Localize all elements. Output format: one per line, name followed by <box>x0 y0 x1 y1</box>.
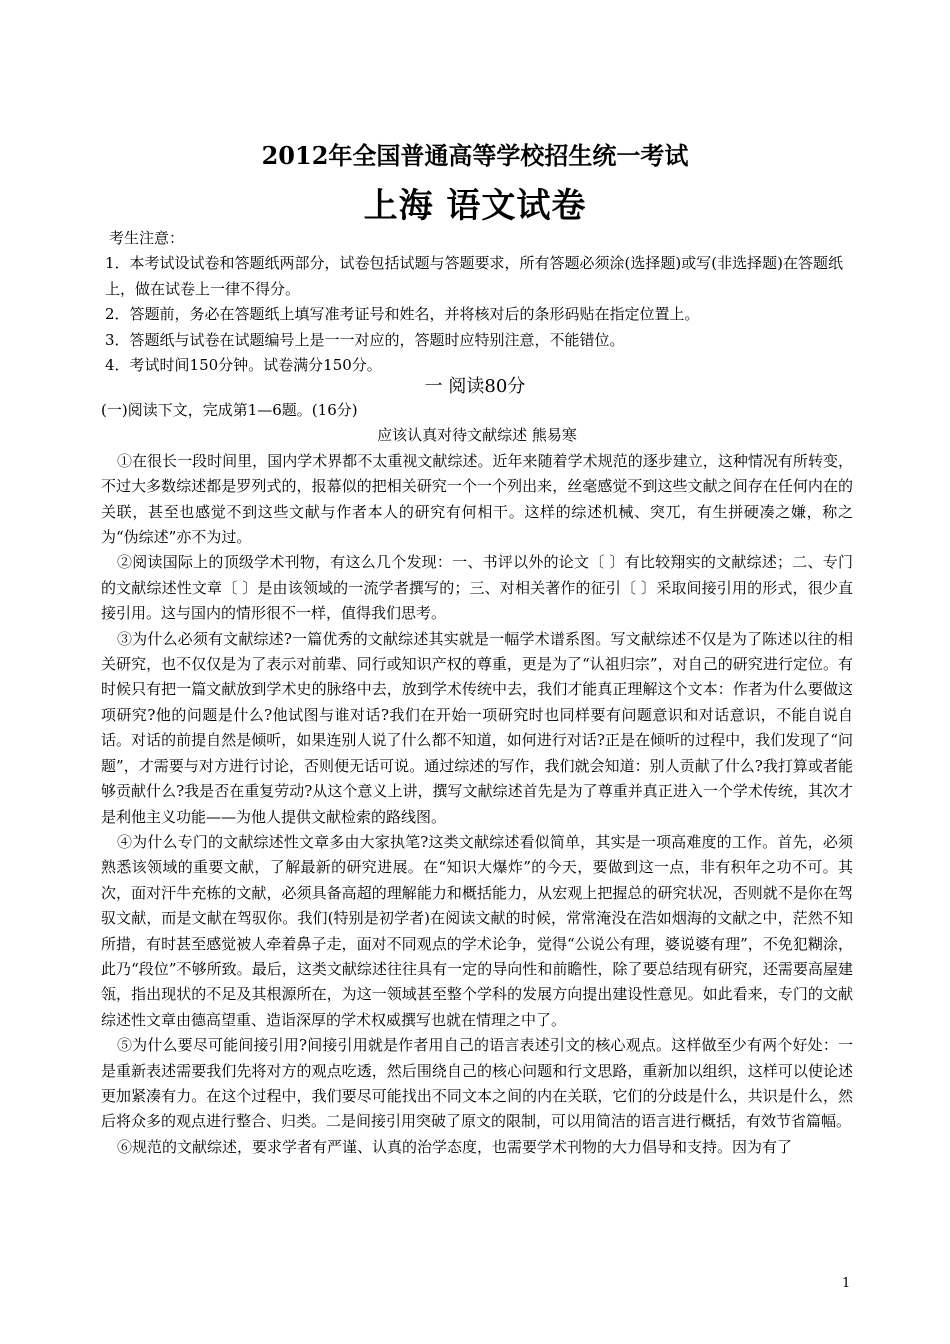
exam-title: 2012年全国普通高等学校招生统一考试 <box>261 141 689 170</box>
notice-item: 2．答题前，务必在答题纸上填写准考证号和姓名，并将核对后的条形码贴在指定位置上。 <box>105 305 700 324</box>
passage-paragraph: ②阅读国际上的顶级学术刊物，有这么几个发现：一、书评以外的论文〔 〕有比较翔实的文献综述；二、专门的文献综述性文章〔 〕是由该领域的一流学者撰写的；三、对相关著作的征引〔 〕采取间接引用的形式，很少直接引用。这与国内的情形很不一样，值得我们思考。 <box>101 553 853 623</box>
notice-item: 3．答题纸与试卷在试题编号上是一一对应的，答题时应特别注意，不能错位。 <box>105 330 625 349</box>
passage-paragraph: ⑥规范的文献综述，要求学者有严谨、认真的治学态度，也需要学术刊物的大力倡导和支持。因为有了 <box>117 1137 793 1156</box>
article-title: 应该认真对待文献综述 熊易寒 <box>377 426 577 445</box>
exam-subtitle: 上海 语文试卷 <box>363 186 587 226</box>
notice-heading: 考生注意： <box>109 229 185 247</box>
passage-paragraph: ③为什么必须有文献综述?一篇优秀的文献综述其实就是一幅学术谱系图。写文献综述不仅是为了陈述以往的相关研究，也不仅仅是为了表示对前辈、同行或知识产权的尊重，更是为了“认祖归宗”，对自己的研究进行定位。有时候只有把一篇文献放到学术史的脉络中去，放到学术传统中去，我们才能真正理解这个文本：作者为什么要做这项研究?他的问题是什么?他试图与谁对话?我们在开始一项研究时也同样要有问题意识和对话意识，不能自说自话。对话的前提自然是倾听，如果连别人说了什么都不知道，如何进行对话?正是在倾听的过程中，我们发现了“问题”，才需要与对方进行讨论，否则便无话可说。通过综述的写作，我们就会知道：别人贡献了什么?我打算或者能够贡献什么?我是否在重复劳动?从这个意义上讲，撰写文献综述首先是为了尊重并真正进入一个学术传统，其次才是利他主义功能——为他人提供文献检索的路线图。 <box>101 629 853 826</box>
candidate-notice <box>101 226 853 378</box>
passage-instruction: (一)阅读下文，完成第1—6题。(16分) <box>101 401 358 419</box>
passage-paragraph: ①在很长一段时间里，国内学术界都不太重视文献综述。近年来随着学术规范的逐步建立，这种情况有所转变，不过大多数综述都是罗列式的，报幕似的把相关研究一个一个列出来，丝毫感觉不到这些文献之间存在任何内在的关联，甚至也感觉不到这些文献与作者本人的研究有何相干。这样的综述机械、突兀，有生拼硬凑之嫌，称之为“伪综述”亦不为过。 <box>101 451 853 547</box>
section-title: 一 阅读80分 <box>424 376 526 397</box>
passage-paragraph: ⑤为什么要尽可能间接引用?间接引用就是作者用自己的语言表述引文的核心观点。这样做至少有两个好处：一是重新表述需要我们先将对方的观点吃透，然后围绕自己的核心问题和行文思路，重新加以组织，这样可以使论述更加紧凑有力。在这个过程中，我们要尽可能找出不同文本之间的内在关联，它们的分歧是什么，共识是什么，然后将众多的观点进行整合、归类。二是间接引用突破了原文的限制，可以用简洁的语言进行概括，有效节省篇幅。 <box>101 1036 853 1131</box>
notice-item: 1．本考试设试卷和答题纸两部分，试卷包括试题与答题要求，所有答题必须涂(选择题)或写(非选择题)在答题纸上，做在试卷上一律不得分。 <box>105 254 843 298</box>
reading-passage <box>101 398 853 1160</box>
passage-paragraph: ④为什么专门的文献综述性文章多由大家执笔?这类文献综述看似简单，其实是一项高难度的工作。首先，必须熟悉该领域的重要文献，了解最新的研究进展。在“知识大爆炸”的今天，要做到这一点，非有积年之功不可。其次，面对汗牛充栋的文献，必须具备高超的理解能力和概括能力，从宏观上把握总的研究状况，否则就不是你在驾驭文献，而是文献在驾驭你。我们(特别是初学者)在阅读文献的时候，常常淹没在浩如烟海的文献之中，茫然不知所措，有时甚至感觉被人牵着鼻子走，面对不同观点的学术论争，觉得“公说公有理，婆说婆有理”，不免犯糊涂，此乃“段位”不够所致。最后，这类文献综述往往具有一定的导向性和前瞻性，除了要总结现有研究，还需要高屋建瓴，指出现状的不足及其根源所在，为这一领域甚至整个学科的发展方向提出建设性意见。如此看来，专门的文献综述性文章由德高望重、造诣深厚的学术权威撰写也就在情理之中了。 <box>101 832 853 1029</box>
notice-item: 4．考试时间150分钟。试卷满分150分。 <box>105 356 382 375</box>
page-number: 1 <box>842 1276 851 1291</box>
